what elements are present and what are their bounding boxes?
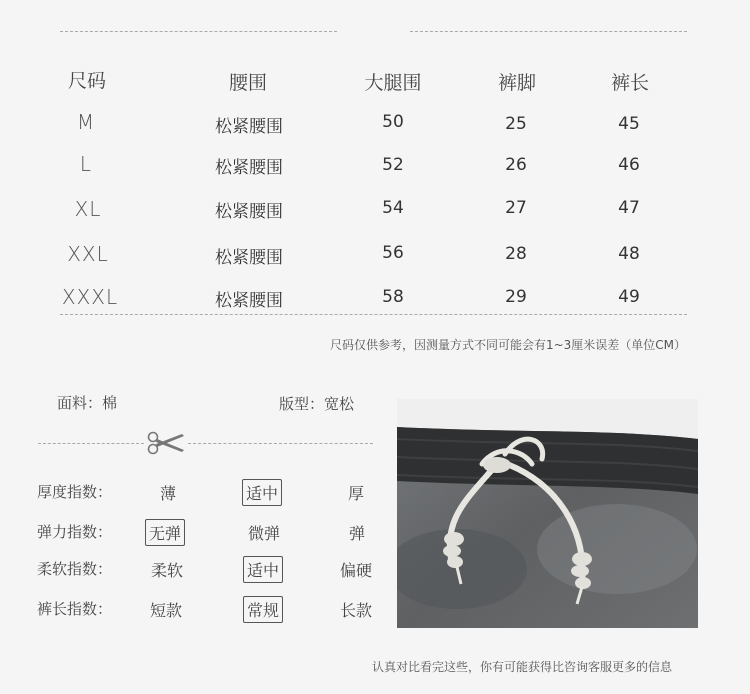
top-divider-left: [60, 31, 337, 32]
row-waist: 松紧腰围: [215, 158, 283, 178]
row-thigh: 54: [382, 198, 404, 218]
fabric-label: 面料：棉: [57, 394, 118, 412]
row-hem: 26: [505, 155, 527, 175]
row-thigh: 52: [382, 155, 404, 175]
row-size: M: [76, 110, 96, 134]
row-thigh: 50: [382, 112, 404, 132]
index-label: 裤长指数：: [37, 600, 113, 618]
header-waist: 腰围: [228, 72, 268, 94]
footer-note: 认真对比看完这些，你有可能获得比咨询客服更多的信息: [372, 660, 673, 674]
index-option: 长款: [339, 601, 373, 620]
row-waist: 松紧腰围: [215, 117, 283, 137]
row-size: XL: [74, 197, 102, 221]
index-option: 柔软: [150, 561, 184, 580]
row-hem: 29: [505, 287, 527, 307]
row-length: 48: [618, 244, 640, 264]
index-label: 柔软指数：: [37, 560, 113, 578]
row-hem: 25: [505, 114, 527, 134]
row-length: 47: [618, 198, 640, 218]
row-waist: 松紧腰围: [215, 202, 283, 222]
index-option: 弹: [348, 524, 366, 543]
index-label: 厚度指数：: [37, 483, 113, 501]
row-size: XXXL: [61, 285, 119, 309]
index-option: 短款: [149, 601, 183, 620]
row-thigh: 58: [382, 287, 404, 307]
header-thigh: 大腿围: [364, 72, 422, 94]
header-hem: 裤脚: [497, 72, 537, 94]
index-option: 薄: [159, 484, 177, 503]
row-size: L: [79, 152, 93, 176]
scissors-divider-left: [38, 443, 144, 444]
table-bottom-divider: [60, 314, 687, 315]
scissors-divider-right: [188, 443, 373, 444]
index-option-selected: 适中: [243, 556, 283, 583]
size-note: 尺码仅供参考，因测量方式不同可能会有1~3厘米误差（单位CM）: [329, 338, 686, 352]
row-length: 49: [618, 287, 640, 307]
row-thigh: 56: [382, 243, 404, 263]
row-hem: 28: [505, 244, 527, 264]
row-waist: 松紧腰围: [215, 248, 283, 268]
row-length: 46: [618, 155, 640, 175]
index-option: 厚: [347, 484, 365, 503]
index-option-selected: 适中: [242, 479, 282, 506]
index-option-selected: 常规: [243, 596, 283, 623]
index-option-selected: 无弹: [145, 519, 185, 546]
row-size: XXL: [67, 242, 109, 266]
top-divider-right: [410, 31, 687, 32]
index-label: 弹力指数：: [37, 523, 113, 541]
scissors-icon: [146, 430, 186, 456]
header-size: 尺码: [67, 70, 107, 92]
row-hem: 27: [505, 198, 527, 218]
fit-label: 版型：宽松: [279, 395, 355, 413]
product-photo: [397, 399, 698, 628]
row-waist: 松紧腰围: [215, 291, 283, 311]
row-length: 45: [618, 114, 640, 134]
header-length: 裤长: [610, 72, 650, 94]
index-option: 微弹: [247, 524, 281, 543]
index-option: 偏硬: [339, 561, 373, 580]
